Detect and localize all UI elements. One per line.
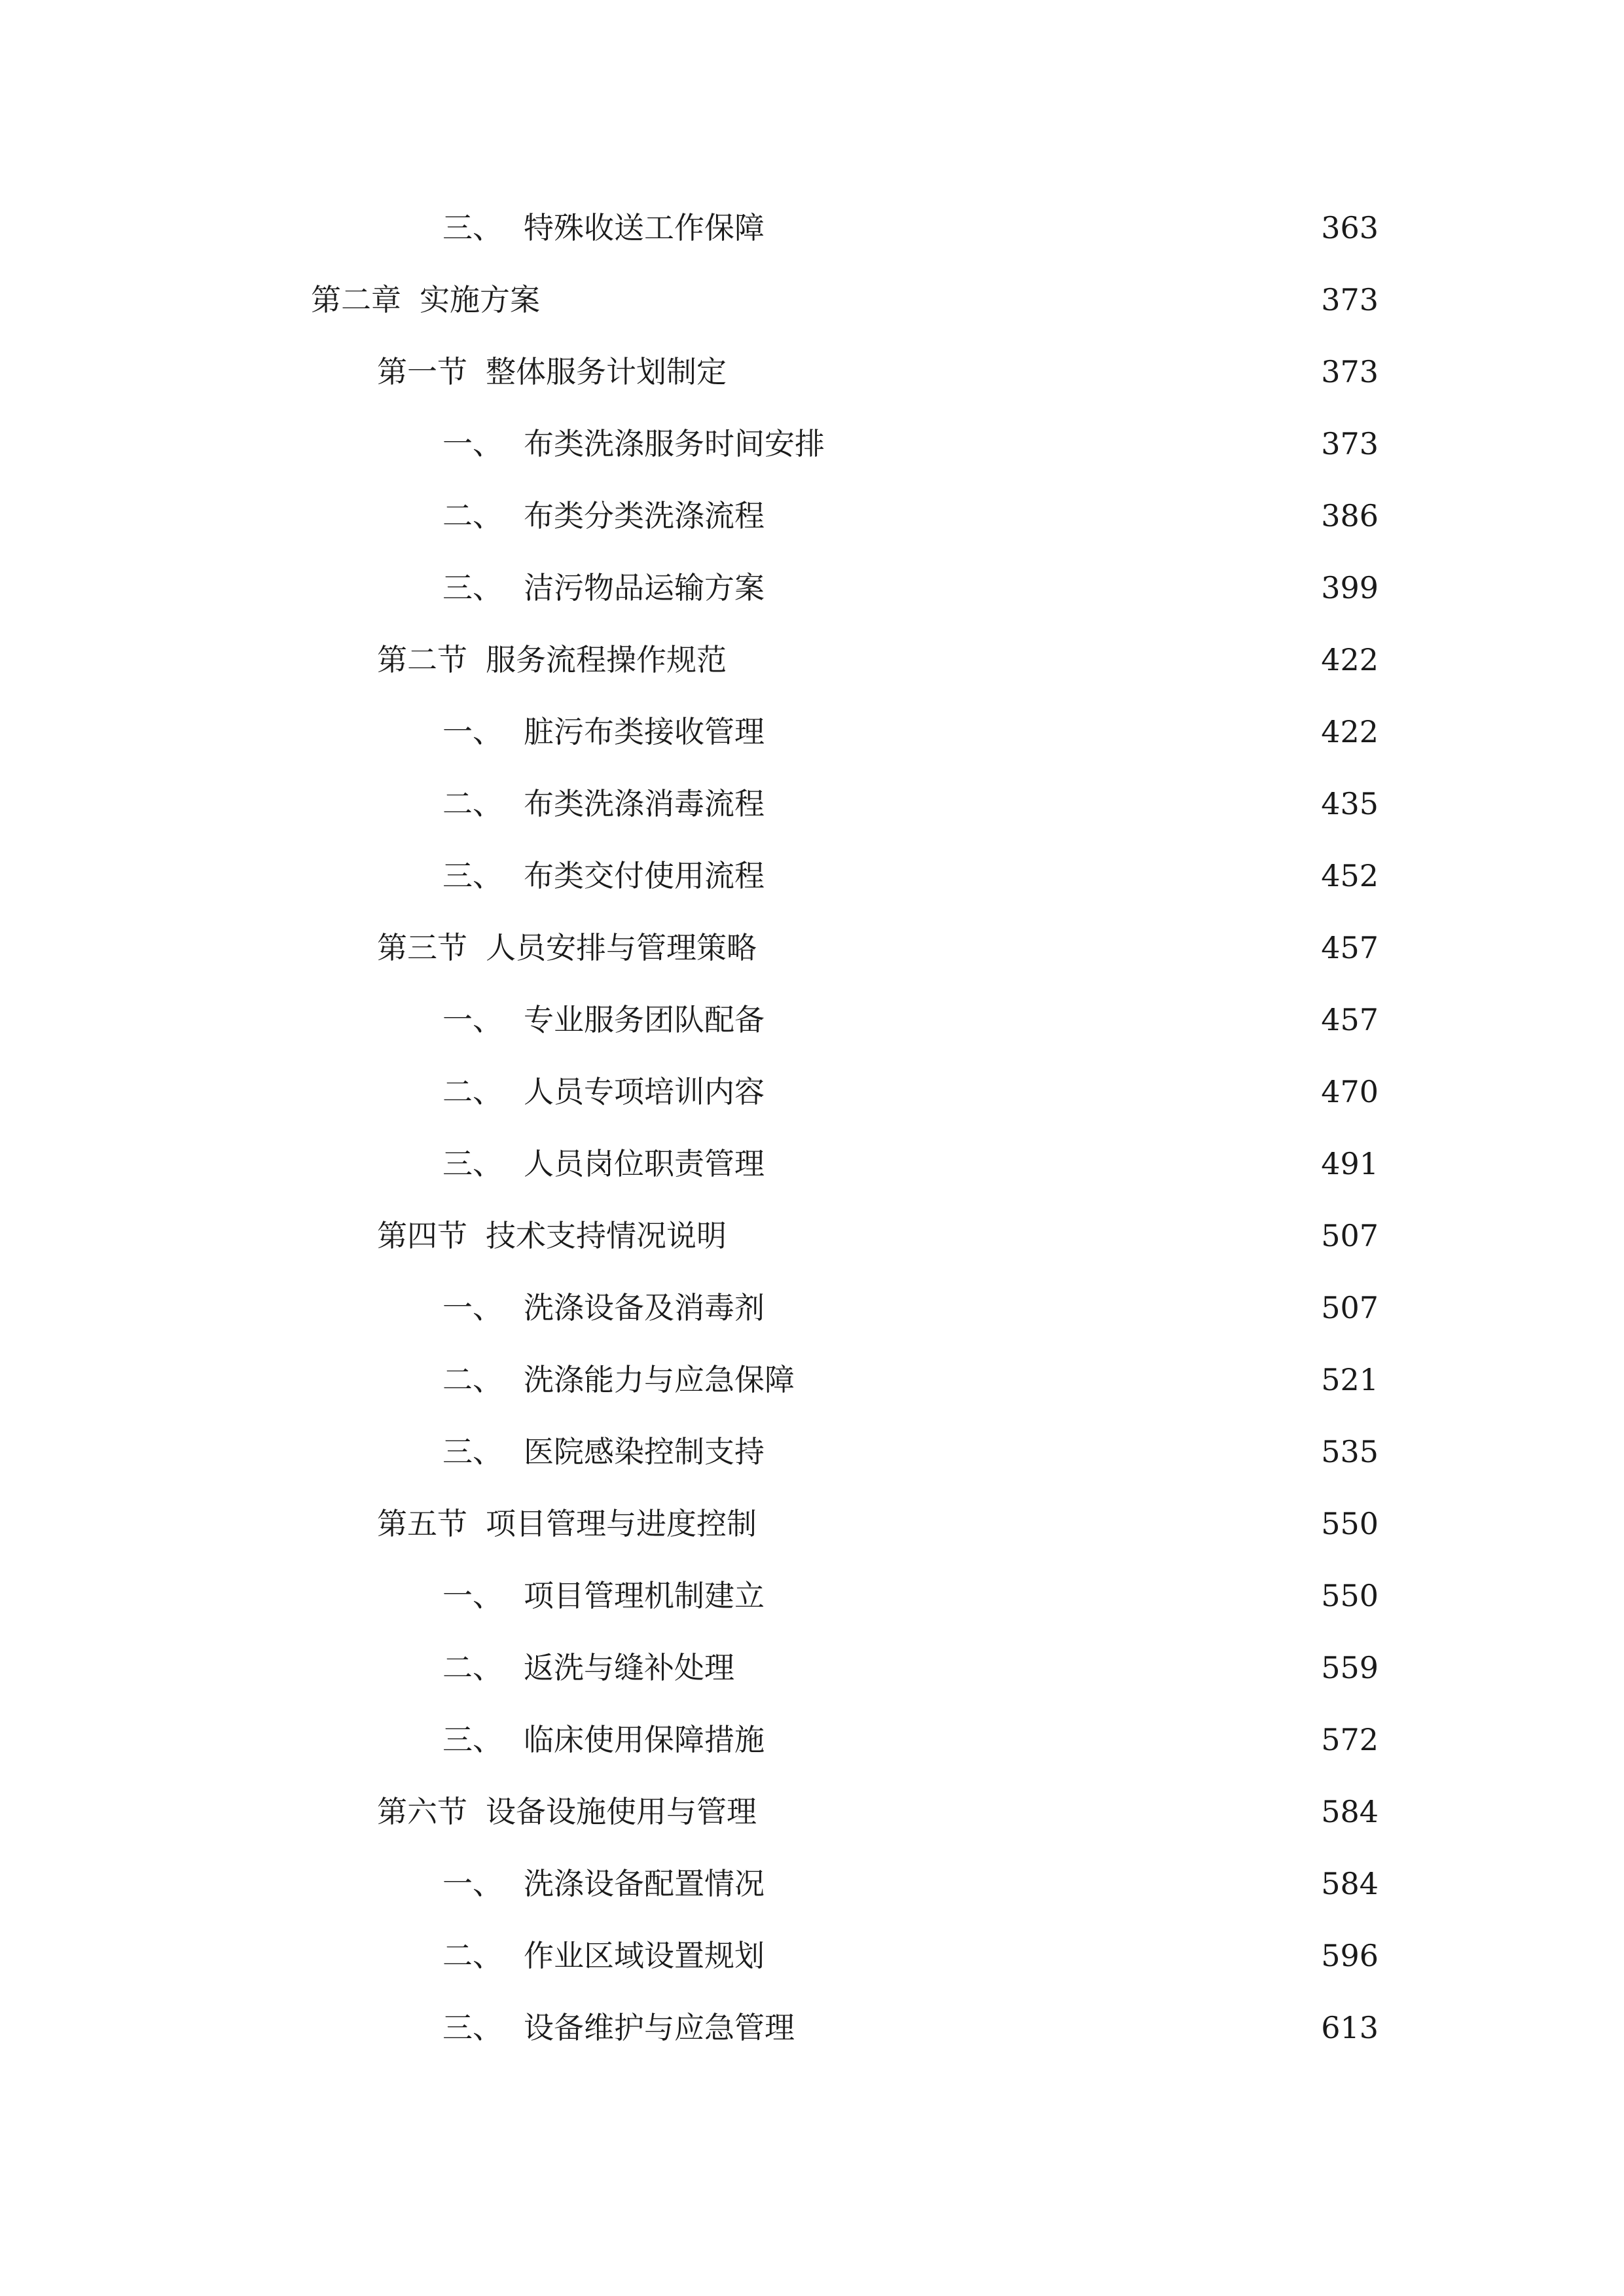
toc-entry[interactable]	[0, 1704, 1624, 1776]
toc-entry-page: 386	[1321, 498, 1379, 533]
toc-dot-leader	[771, 1005, 1296, 1035]
toc-entry-number: 第一节	[377, 354, 467, 389]
toc-entry-title: 洗涤设备及消毒剂	[524, 1290, 765, 1325]
toc-entry-number: 第五节	[377, 1506, 467, 1541]
toc-entry-number: 一、	[442, 426, 503, 461]
toc-dot-leader	[771, 1293, 1296, 1323]
toc-entry[interactable]	[0, 1560, 1624, 1632]
toc-entry[interactable]	[0, 1200, 1624, 1272]
toc-entry-title: 技术支持情况说明	[486, 1218, 727, 1253]
toc-entry[interactable]	[0, 1344, 1624, 1416]
toc-entry[interactable]	[0, 984, 1624, 1056]
toc-dot-leader	[771, 1941, 1296, 1971]
toc-entry[interactable]	[0, 336, 1624, 408]
toc-entry-title: 布类洗涤消毒流程	[524, 786, 765, 821]
toc-entry[interactable]	[0, 768, 1624, 840]
toc-entry-page: 422	[1321, 714, 1379, 749]
toc-entry-number: 三、	[442, 210, 503, 245]
toc-entry-page: 596	[1321, 1938, 1379, 1973]
toc-entry-title: 项目管理机制建立	[524, 1578, 765, 1613]
toc-entry[interactable]	[0, 1416, 1624, 1488]
toc-entry[interactable]	[0, 912, 1624, 984]
toc-entry[interactable]	[0, 1128, 1624, 1200]
toc-dot-leader	[771, 213, 1296, 243]
toc-entry-number: 第三节	[377, 930, 467, 965]
toc-dot-leader	[733, 1221, 1296, 1251]
toc-entry[interactable]	[0, 192, 1624, 264]
toc-entry-number: 一、	[442, 1290, 503, 1325]
toc-entry-number: 一、	[442, 714, 503, 749]
toc-dot-leader	[547, 285, 1296, 315]
toc-dot-leader	[801, 2013, 1296, 2043]
toc-dot-leader	[771, 861, 1296, 891]
toc-dot-leader	[771, 1581, 1296, 1611]
toc-dot-leader	[771, 501, 1296, 531]
toc-entry[interactable]	[0, 696, 1624, 768]
table-of-contents	[0, 192, 1624, 2064]
toc-entry[interactable]	[0, 408, 1624, 480]
toc-entry-title: 实施方案	[420, 282, 540, 317]
toc-entry-page: 559	[1321, 1650, 1379, 1685]
toc-entry-number: 二、	[442, 1074, 503, 1109]
toc-dot-leader	[763, 1509, 1296, 1539]
toc-dot-leader	[801, 1365, 1296, 1395]
toc-entry[interactable]	[0, 264, 1624, 336]
toc-entry[interactable]	[0, 1632, 1624, 1704]
toc-entry-title: 整体服务计划制定	[486, 354, 727, 389]
toc-entry-title: 人员安排与管理策略	[486, 930, 757, 965]
toc-entry-title: 设备设施使用与管理	[486, 1794, 757, 1829]
toc-entry-number: 二、	[442, 1362, 503, 1397]
toc-dot-leader	[771, 1149, 1296, 1179]
toc-entry-title: 专业服务团队配备	[524, 1002, 765, 1037]
toc-entry-number: 三、	[442, 1146, 503, 1181]
toc-dot-leader	[831, 429, 1296, 459]
toc-entry-number: 二、	[442, 498, 503, 533]
toc-dot-leader	[741, 1653, 1296, 1683]
toc-entry-page: 470	[1321, 1074, 1379, 1109]
toc-entry-title: 设备维护与应急管理	[524, 2010, 795, 2045]
toc-dot-leader	[771, 1869, 1296, 1899]
toc-entry-number: 三、	[442, 1722, 503, 1757]
toc-dot-leader	[771, 1077, 1296, 1107]
toc-entry-title: 布类分类洗涤流程	[524, 498, 765, 533]
toc-entry-title: 项目管理与进度控制	[486, 1506, 757, 1541]
toc-entry-title: 服务流程操作规范	[486, 642, 727, 677]
toc-entry-title: 布类交付使用流程	[524, 858, 765, 893]
toc-entry-title: 布类洗涤服务时间安排	[524, 426, 825, 461]
toc-entry-page: 363	[1321, 210, 1379, 245]
toc-entry[interactable]	[0, 480, 1624, 552]
toc-entry-page: 373	[1321, 354, 1379, 389]
toc-entry-title: 洗涤能力与应急保障	[524, 1362, 795, 1397]
toc-entry-page: 373	[1321, 426, 1379, 461]
toc-entry-page: 435	[1321, 786, 1379, 821]
toc-entry-number: 一、	[442, 1578, 503, 1613]
toc-entry[interactable]	[0, 1920, 1624, 1992]
toc-entry-page: 373	[1321, 282, 1379, 317]
toc-entry[interactable]	[0, 1056, 1624, 1128]
toc-entry-number: 三、	[442, 1434, 503, 1469]
toc-entry-number: 三、	[442, 858, 503, 893]
toc-dot-leader	[763, 1797, 1296, 1827]
toc-entry-title: 作业区域设置规划	[524, 1938, 765, 1973]
toc-dot-leader	[771, 573, 1296, 603]
toc-entry-page: 422	[1321, 642, 1379, 677]
toc-entry-page: 550	[1321, 1506, 1379, 1541]
toc-entry-title: 洗涤设备配置情况	[524, 1866, 765, 1901]
toc-entry-number: 三、	[442, 2010, 503, 2045]
toc-entry-number: 二、	[442, 1650, 503, 1685]
toc-entry-number: 二、	[442, 786, 503, 821]
toc-entry-title: 人员专项培训内容	[524, 1074, 765, 1109]
toc-entry-title: 脏污布类接收管理	[524, 714, 765, 749]
toc-entry-page: 507	[1321, 1290, 1379, 1325]
toc-entry-number: 第四节	[377, 1218, 467, 1253]
toc-entry[interactable]	[0, 624, 1624, 696]
toc-entry-page: 521	[1321, 1362, 1379, 1397]
toc-dot-leader	[771, 1437, 1296, 1467]
toc-entry-number: 第六节	[377, 1794, 467, 1829]
toc-entry-page: 457	[1321, 930, 1379, 965]
toc-entry-title: 特殊收送工作保障	[524, 210, 765, 245]
toc-entry-page: 491	[1321, 1146, 1379, 1181]
toc-entry-page: 584	[1321, 1866, 1379, 1901]
toc-dot-leader	[771, 789, 1296, 819]
toc-entry-title: 人员岗位职责管理	[524, 1146, 765, 1181]
toc-entry-page: 613	[1321, 2010, 1379, 2045]
toc-entry-title: 医院感染控制支持	[524, 1434, 765, 1469]
toc-entry[interactable]	[0, 840, 1624, 912]
toc-dot-leader	[771, 717, 1296, 747]
toc-entry-page: 399	[1321, 570, 1379, 605]
toc-entry[interactable]	[0, 1848, 1624, 1920]
toc-dot-leader	[763, 933, 1296, 963]
toc-entry-title: 洁污物品运输方案	[524, 570, 765, 605]
toc-entry-number: 二、	[442, 1938, 503, 1973]
toc-entry-page: 452	[1321, 858, 1379, 893]
toc-entry[interactable]	[0, 552, 1624, 624]
toc-entry-number: 一、	[442, 1866, 503, 1901]
toc-entry[interactable]	[0, 1776, 1624, 1848]
toc-entry-page: 584	[1321, 1794, 1379, 1829]
toc-entry-title: 临床使用保障措施	[524, 1722, 765, 1757]
toc-dot-leader	[733, 645, 1296, 675]
toc-entry-number: 三、	[442, 570, 503, 605]
toc-entry-number: 第二章	[311, 282, 401, 317]
toc-dot-leader	[771, 1725, 1296, 1755]
toc-entry-page: 550	[1321, 1578, 1379, 1613]
toc-entry-page: 457	[1321, 1002, 1379, 1037]
toc-entry[interactable]	[0, 1992, 1624, 2064]
toc-entry-title: 返洗与缝补处理	[524, 1650, 734, 1685]
toc-entry[interactable]	[0, 1272, 1624, 1344]
toc-entry-number: 第二节	[377, 642, 467, 677]
toc-dot-leader	[733, 357, 1296, 387]
toc-entry-page: 535	[1321, 1434, 1379, 1469]
toc-entry[interactable]	[0, 1488, 1624, 1560]
toc-entry-number: 一、	[442, 1002, 503, 1037]
toc-entry-page: 572	[1321, 1722, 1379, 1757]
toc-entry-page: 507	[1321, 1218, 1379, 1253]
